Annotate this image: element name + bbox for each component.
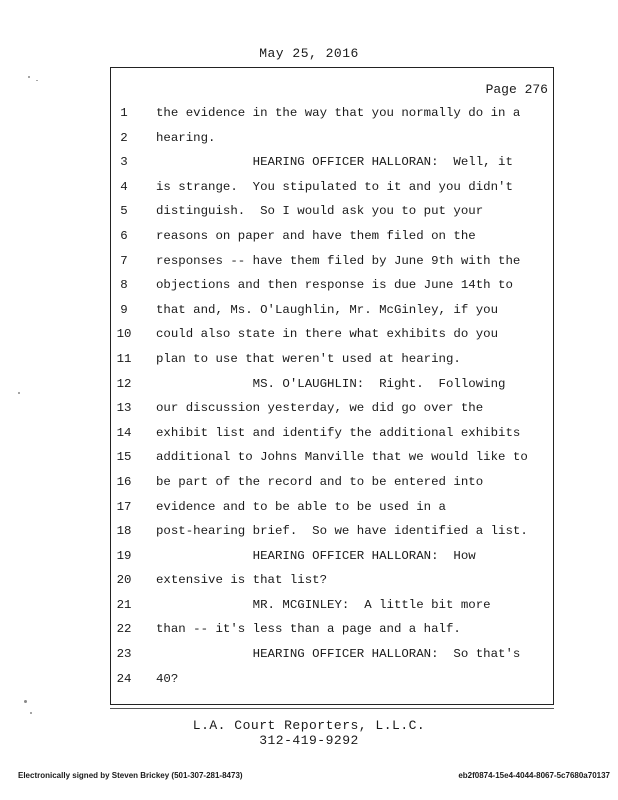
transcript-line xyxy=(0,572,618,597)
transcript-line xyxy=(0,449,618,474)
line-text: could also state in there what exhibits do you xyxy=(156,327,499,342)
esignature-notice: Electronically signed by Steven Brickey (501-307-281-8473) xyxy=(18,771,243,780)
transcript-line xyxy=(0,179,618,204)
footer-phone: 312-419-9292 xyxy=(259,733,359,748)
line-text: distinguish. So I would ask you to put your xyxy=(156,204,484,219)
line-number: 4 xyxy=(120,179,128,194)
transcript-line xyxy=(0,277,618,302)
line-number: 22 xyxy=(116,622,132,637)
line-number: 14 xyxy=(116,425,132,440)
line-text: responses -- have them filed by June 9th with the xyxy=(156,253,521,268)
transcript-line xyxy=(0,621,618,646)
scan-speck xyxy=(36,80,38,81)
transcript-line xyxy=(0,203,618,228)
line-number: 11 xyxy=(116,351,132,366)
line-number: 18 xyxy=(116,524,132,539)
line-text: evidence and to be able to be used in a xyxy=(156,499,446,514)
line-text: objections and then response is due June 14th to xyxy=(156,278,513,293)
transcript-line xyxy=(0,130,618,155)
line-number: 21 xyxy=(116,597,132,612)
line-number: 19 xyxy=(116,548,132,563)
transcript-line xyxy=(0,499,618,524)
line-text: HEARING OFFICER HALLORAN: Well, it xyxy=(156,155,513,170)
line-text: exhibit list and identify the additional exhibits xyxy=(156,425,521,440)
scan-speck xyxy=(18,392,20,394)
transcript-line xyxy=(0,646,618,671)
line-text: HEARING OFFICER HALLORAN: How xyxy=(156,548,476,563)
scan-speck xyxy=(28,76,30,78)
line-number: 1 xyxy=(120,106,128,120)
page-date: May 25, 2016 xyxy=(259,46,359,61)
transcript-line xyxy=(0,228,618,253)
line-number: 6 xyxy=(120,228,128,243)
scan-speck xyxy=(30,712,32,714)
line-number: 13 xyxy=(116,401,132,416)
line-text: hearing. xyxy=(156,130,216,145)
line-number: 16 xyxy=(116,474,132,489)
transcript-lines xyxy=(0,105,618,695)
transcript-line xyxy=(0,548,618,573)
line-number: 15 xyxy=(116,450,132,465)
transcript-line xyxy=(0,326,618,351)
line-text: plan to use that weren't used at hearing. xyxy=(156,351,461,366)
line-number: 3 xyxy=(120,155,128,170)
line-text: extensive is that list? xyxy=(156,573,328,588)
transcript-line xyxy=(0,671,618,696)
line-number: 24 xyxy=(116,671,132,686)
transcript-line xyxy=(0,253,618,278)
line-text: additional to Johns Manville that we would like to xyxy=(156,450,528,465)
line-text: be part of the record and to be entered into xyxy=(156,474,484,489)
line-text: MR. MCGINLEY: A little bit more xyxy=(156,597,491,612)
line-number: 20 xyxy=(116,573,132,588)
line-number: 2 xyxy=(120,130,128,145)
transcript-line xyxy=(0,351,618,376)
line-text: HEARING OFFICER HALLORAN: So that's xyxy=(156,647,521,662)
line-text: MS. O'LAUGHLIN: Right. Following xyxy=(156,376,506,391)
transcript-line xyxy=(0,425,618,450)
line-number: 9 xyxy=(120,302,128,317)
transcript-line xyxy=(0,302,618,327)
scan-speck xyxy=(24,700,27,703)
line-number: 7 xyxy=(120,253,128,268)
line-text: the evidence in the way that you normally do in a xyxy=(156,106,521,120)
line-number: 8 xyxy=(120,278,128,293)
transcript-line xyxy=(0,523,618,548)
footer-company: L.A. Court Reporters, L.L.C. xyxy=(192,718,426,733)
transcript-line xyxy=(0,474,618,499)
line-text: than -- it's less than a page and a half. xyxy=(156,622,461,637)
page-number: Page 276 xyxy=(485,82,548,97)
line-number: 12 xyxy=(116,376,132,391)
line-text: our discussion yesterday, we did go over the xyxy=(156,401,484,416)
line-number: 17 xyxy=(116,499,132,514)
document-id: eb2f0874-15e4-4044-8067-5c7680a70137 xyxy=(458,771,610,780)
line-text: post-hearing brief. So we have identified a list. xyxy=(156,524,528,539)
frame-bottom-rule xyxy=(110,708,554,709)
transcript-line xyxy=(0,400,618,425)
line-number: 10 xyxy=(116,327,132,342)
transcript-line xyxy=(0,597,618,622)
line-text: that and, Ms. O'Laughlin, Mr. McGinley, if you xyxy=(156,302,499,317)
line-text: is strange. You stipulated to it and you didn't xyxy=(156,179,513,194)
transcript-line xyxy=(0,376,618,401)
transcript-line xyxy=(0,154,618,179)
transcript-line xyxy=(0,105,618,130)
line-text: 40? xyxy=(156,671,179,686)
line-number: 5 xyxy=(120,204,128,219)
line-number: 23 xyxy=(116,647,132,662)
line-text: reasons on paper and have them filed on the xyxy=(156,228,476,243)
